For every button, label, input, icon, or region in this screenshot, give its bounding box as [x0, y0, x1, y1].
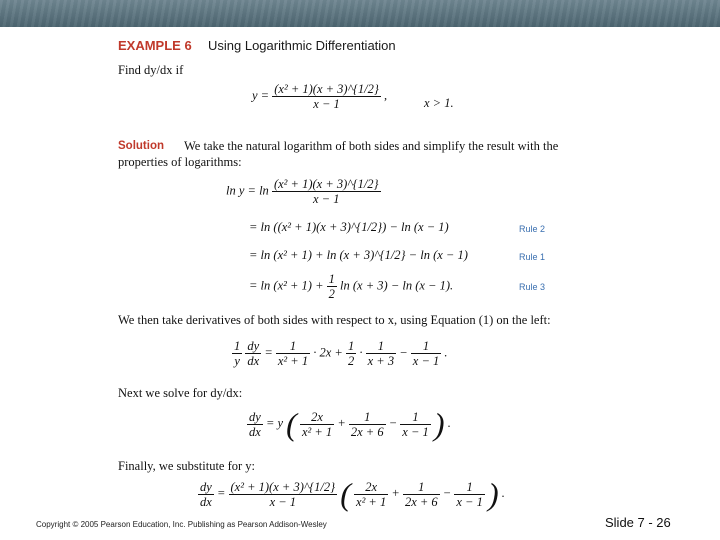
step4-part-a: = ln (x² + 1) +	[249, 278, 324, 293]
deriv-term-4	[411, 339, 441, 368]
deriv-term-1	[276, 339, 310, 368]
step-1	[226, 177, 381, 206]
solution-text-line1: We take the natural logarithm of both sides and simplify the result with the	[184, 139, 559, 153]
copyright-footer: Copyright © 2005 Pearson Education, Inc. Publishing as Pearson Addison-Wesley	[36, 520, 327, 529]
final-b-num: 1	[403, 480, 440, 495]
deriv-t2-den: 2	[347, 354, 355, 368]
deriv-1y-num: 1	[234, 339, 241, 353]
solution-text-line2: properties of logarithms:	[118, 155, 242, 169]
final-dy-dx	[198, 480, 214, 509]
final-dx: dx	[200, 494, 212, 509]
deriv-dy: dy	[247, 339, 260, 353]
deriv-term-2	[346, 339, 356, 368]
solve-c-den: x − 1	[402, 424, 429, 439]
solve-c-num: 1	[400, 410, 430, 425]
solve-a-den: x² + 1	[301, 424, 333, 439]
final-a-num: 2x	[354, 480, 388, 495]
derivative-equation	[232, 339, 448, 368]
solve-minus: −	[388, 415, 398, 430]
deriv-term-3	[366, 339, 396, 368]
final-dy: dy	[200, 479, 212, 494]
solve-b-num: 1	[349, 410, 386, 425]
step-4	[249, 272, 453, 301]
final-term-b	[403, 480, 440, 509]
eq-comma: ,	[383, 88, 388, 103]
deriv-minus: −	[399, 345, 408, 360]
step4-half-num: 1	[328, 272, 335, 286]
deriv-t4-den: x − 1	[412, 354, 440, 368]
final-text: Finally, we substitute for y:	[118, 459, 256, 473]
deriv-t1-num: 1	[276, 339, 310, 354]
solve-right-paren: )	[433, 406, 445, 442]
final-right-paren: )	[487, 476, 499, 512]
step1-den: x − 1	[313, 192, 340, 206]
deriv-end: .	[444, 345, 448, 360]
final-minus: −	[442, 485, 452, 500]
solution-label: Solution	[118, 140, 164, 152]
solve-dx: dx	[249, 424, 261, 439]
solve-b-den: 2x + 6	[350, 424, 384, 439]
eq-lhs: y =	[252, 88, 270, 103]
slide-number: Slide 7 - 26	[605, 515, 671, 530]
deriv-dx: dx	[247, 354, 260, 368]
deriv-mult: · 2x +	[313, 345, 343, 360]
solve-left-paren: (	[286, 406, 297, 442]
final-y-den: x − 1	[269, 494, 297, 509]
example-label: EXAMPLE 6	[118, 38, 192, 53]
solve-dy: dy	[249, 409, 261, 424]
solve-term-c	[400, 410, 430, 439]
deriv-1-over-y	[232, 339, 242, 368]
equation-definition	[252, 82, 387, 111]
top-banner	[0, 0, 720, 27]
step4-half	[327, 272, 337, 301]
final-a-den: x² + 1	[356, 494, 387, 509]
prompt-text: Find dy/dx if	[118, 63, 184, 77]
step-2: = ln ((x² + 1)(x + 3)^{1/2}) − ln (x − 1)	[249, 220, 449, 234]
eq-fraction	[272, 82, 381, 111]
final-term-c	[454, 480, 484, 509]
step4-part-b: ln (x + 3) − ln (x − 1).	[340, 278, 454, 293]
solve-term-a	[300, 410, 334, 439]
deriv-t3-num: 1	[366, 339, 396, 354]
deriv-t3-den: x + 3	[367, 354, 395, 368]
rule-1-label: Rule 1	[519, 252, 546, 262]
deriv-t1-den: x² + 1	[277, 354, 309, 368]
solve-text: Next we solve for dy/dx:	[118, 386, 243, 400]
deriv-eq: =	[264, 345, 273, 360]
final-left-paren: (	[340, 476, 351, 512]
solve-dy-dx	[247, 410, 263, 439]
step1-lhs: ln y = ln	[226, 183, 269, 198]
solve-term-b	[349, 410, 386, 439]
solve-equation	[247, 408, 451, 440]
solve-a-num: 2x	[300, 410, 334, 425]
rule-2-label: Rule 2	[519, 224, 546, 234]
deriv-t2-num: 1	[347, 339, 355, 353]
final-equation	[198, 478, 505, 510]
example-title: Using Logarithmic Differentiation	[208, 38, 396, 53]
step-3: = ln (x² + 1) + ln (x + 3)^{1/2} − ln (x − 1)	[249, 248, 468, 262]
final-end: .	[501, 485, 505, 500]
final-term-a	[354, 480, 388, 509]
solve-eq-y: = y	[265, 415, 284, 430]
final-c-num: 1	[454, 480, 484, 495]
eq-condition: x > 1.	[424, 96, 454, 110]
final-plus: +	[391, 485, 400, 500]
solve-plus: +	[337, 415, 346, 430]
deriv-dy-dx	[245, 339, 261, 368]
banner-texture	[0, 0, 720, 27]
deriv-dot: ·	[359, 345, 363, 360]
final-y-expr	[229, 480, 338, 509]
solve-end: .	[447, 415, 451, 430]
rule-3-label: Rule 3	[519, 282, 546, 292]
final-eq: =	[216, 485, 226, 500]
step1-num: (x² + 1)(x + 3)^{1/2}	[273, 177, 379, 191]
step1-fraction	[272, 177, 381, 206]
derivative-text: We then take derivatives of both sides with respect to x, using Equation (1) on the left:	[118, 313, 551, 327]
final-c-den: x − 1	[456, 494, 483, 509]
step4-half-den: 2	[328, 287, 335, 301]
deriv-1y-den: y	[234, 354, 240, 368]
eq-den: x − 1	[313, 97, 340, 111]
final-b-den: 2x + 6	[404, 494, 438, 509]
final-y-num: (x² + 1)(x + 3)^{1/2}	[230, 479, 336, 494]
deriv-t4-num: 1	[411, 339, 441, 354]
eq-num: (x² + 1)(x + 3)^{1/2}	[274, 82, 379, 96]
